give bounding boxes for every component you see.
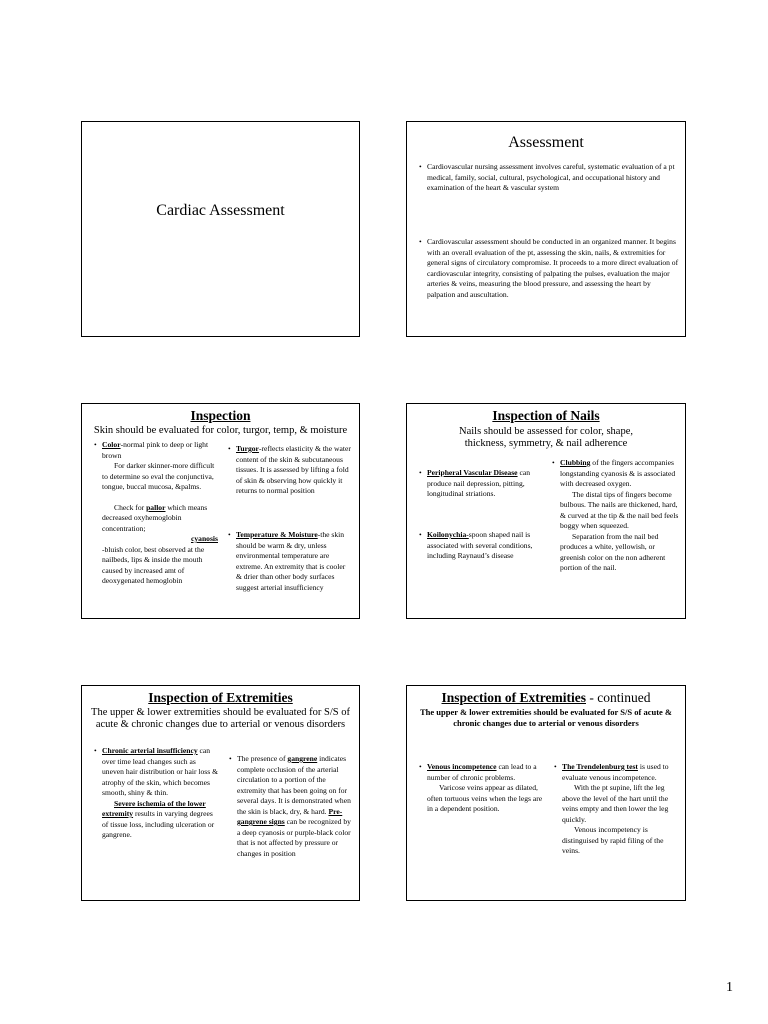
slide-assessment <box>406 121 686 337</box>
slide-title: Inspection <box>190 408 251 423</box>
slide-subtitle: The upper & lower extremities should be evaluated for S/S of acute & chronic changes due to arterial or venous disorders <box>420 707 672 728</box>
slide-cardiac-assessment <box>81 121 360 337</box>
bullet-chronic-arterial-insufficiency: • Chronic arterial insufficiency can over time lead changes such as uneven hair distribution or hair loss & atrophy of the skin, which becomes smooth, shiny & thin. Severe ischemia of the lower extremity results in varying degrees of tissue loss, including ulceration or gangrene. <box>94 746 218 839</box>
bullet-koilonychia: • Koilonychia-spoon shaped nail is associated with several conditions, including Raynaud’s disease <box>419 530 533 560</box>
slide-inspection-of-nails <box>406 403 686 619</box>
slide-inspection-of-extremities-continued <box>406 685 686 901</box>
slide-inspection-of-extremities <box>81 685 360 901</box>
slide-subtitle: Nails should be assessed for color, shape, thickness, symmetry, & nail adherence <box>459 426 633 449</box>
slide-title: Assessment <box>508 134 584 151</box>
slide-subtitle: Skin should be evaluated for color, turgor, temp, & moisture <box>93 425 348 436</box>
bullet-clubbing: • Clubbing of the fingers accompanies longstanding cyanosis & is associated with decreased oxygen. The distal tips of fingers become bulbous. The nails are thickened, hard, & curved at the tip & the nail bed feels boggy when squeezed. Separation from the nail bed produces a white, yellowish, or greenish color on the non adherent portion of the nail. <box>552 458 679 572</box>
slide-title: Inspection of Nails <box>492 408 600 423</box>
bullet-temperature-moisture: • Temperature & Moisture-the skin should be warm & dry, unless environmental temperature are extreme. An extremity that is cooler & drier than other body surfaces suggest arterial insufficiency <box>228 530 346 592</box>
bullet-item: • Cardiovascular nursing assessment involves careful, systematic evaluation of a pt medical, family, social, cultural, psychological, and occupational history and examination of the heart & vascular system <box>419 162 675 192</box>
slide-subtitle: The upper & lower extremities should be evaluated for S/S of acute & chronic changes due to arterial or venous disorders <box>91 707 350 730</box>
bullet-trendelenburg-test: • The Trendelenburg test is used to evaluate venous incompetence. With the pt supine, lift the leg above the level of the hart until the veins empty and then lower the leg quickly. Venous incompetency is distinguised by rapid filing of the veins. <box>554 762 669 855</box>
bullet-venous-incompetence: • Venous incompetence can lead to a number of chronic problems. Varicose veins appear as dilated, often tortuous veins when the legs are in a dependent position. <box>419 762 543 813</box>
bullet-peripheral-vascular-disease: • Peripheral Vascular Disease can produce nail depression, pitting, longitudinal striations. <box>419 468 530 498</box>
slide-title: Inspection of Extremities - continued <box>441 690 651 705</box>
bullet-gangrene: • The presence of gangrene indicates complete occlusion of the arterial circulation to a portion of the extremity that has been going on for several days. It is demonstrated when the skin is black, dry, & hard. Pre-gangrene signs can be recognized by a deep cyanosis or purple-black color that is not affected by pressure or changes in position <box>229 754 351 858</box>
bullet-color: • Color-normal pink to deep or light brown For darker skinner-more difficult to determine so eval the conjunctiva, tongue, buccal mucosa, &palms. Check for pallor which means decreased oxyhemoglobin concentration; cyanosis -bluish color, best observed at the nailbeds, lips & inside the mouth caused by increased amt of deoxygenated hemoglobin <box>94 440 218 585</box>
bullet-item: • Cardiovascular assessment should be conducted in an organized manner. It begins with an overall evaluation of the pt, assessing the skin, nails, & extremities for general signs of circulatory compromise. It proceeds to a more direct evaluation of cardiovascular integrity, consisting of palpating the pulses, evaluation the major arteries & veins, measuring the blood pressure, and assessing the heart by palpation and auscultation. <box>419 237 679 299</box>
page-number: 1 <box>726 980 733 995</box>
slide-title: Inspection of Extremities <box>148 690 293 705</box>
slide-inspection <box>81 403 360 619</box>
bullet-turgor: • Turgor-reflects elasticity & the water content of the skin & subcutaneous tissues. It is assessed by lifting a fold of skin & observing how quickly it returns to normal position <box>228 444 351 495</box>
slide-title: Cardiac Assessment <box>156 202 285 219</box>
